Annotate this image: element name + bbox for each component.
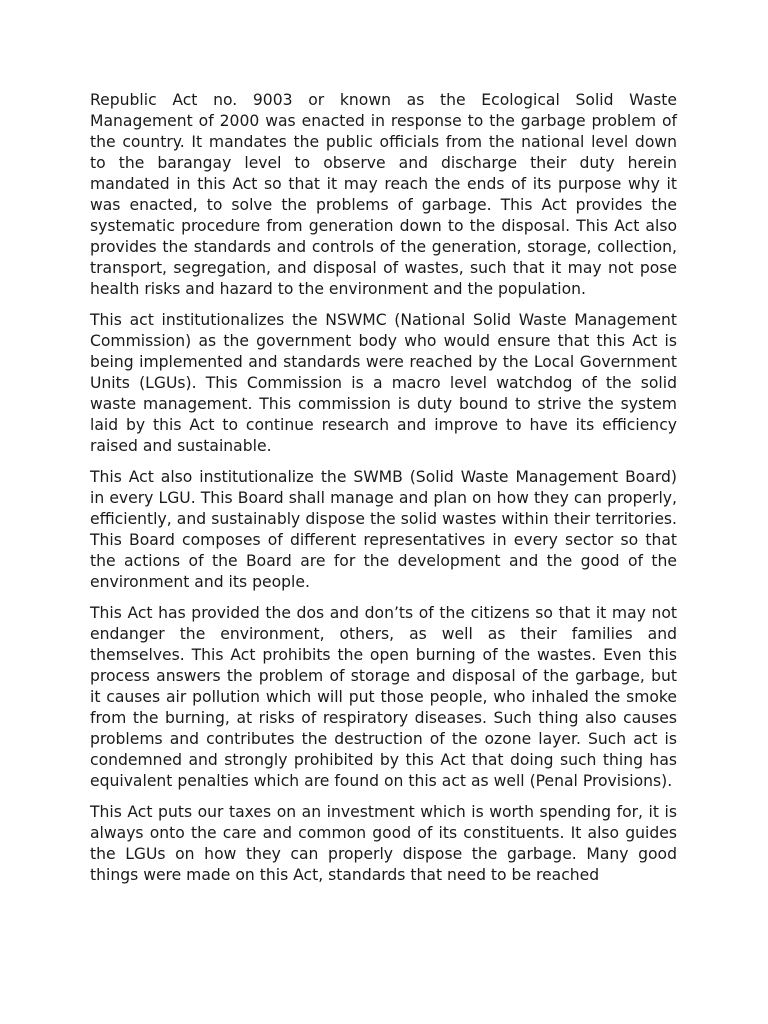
paragraph-taxes-investment: This Act puts our taxes on an investment which is worth spending for, it is always onto the care and common good of its constituents. It also guides the LGUs on how they can properly dispose the garbage. Many good things were made on this Act, standards that need to be reached — [90, 803, 677, 884]
paragraph-nswmc: This act institutionalizes the NSWMC (National Solid Waste Management Commission) as the government body who would ensure that this Act is being implemented and standards were reached by the Local Government Units (LGUs). This Commission is a macro level watchdog of the solid waste management. This commission is duty bound to strive the system laid by this Act to continue research and improve to have its efficiency raised and sustainable. — [90, 311, 677, 455]
paragraph-open-burning: This Act has provided the dos and don’ts of the citizens so that it may not endanger the environment, others, as well as their families and themselves. This Act prohibits the open burning of the wastes. Even this process answers the problem of storage and disposal of the garbage, but it causes air pollution which will put those people, who inhaled the smoke from the burning, at risks of respiratory diseases. Such thing also causes problems and contributes the destruction of the ozone layer. Such act is condemned and strongly prohibited by this Act that doing such thing has equivalent penalties which are found on this act as well (Penal Provisions). — [90, 604, 677, 790]
paragraph-swmb: This Act also institutionalize the SWMB (Solid Waste Management Board) in every LGU. This Board shall manage and plan on how they can properly, efficiently, and sustainably dispose the solid wastes within their territories. This Board composes of different representatives in every sector so that the actions of the Board are for the development and the good of the environment and its people. — [90, 468, 677, 591]
paragraph-ra9003-intro: Republic Act no. 9003 or known as the Ecological Solid Waste Management of 2000 was enacted in response to the garbage problem of the country. It mandates the public officials from the national level down to the barangay level to observe and discharge their duty herein mandated in this Act so that it may reach the ends of its purpose why it was enacted, to solve the problems of garbage. This Act provides the systematic procedure from generation down to the disposal. This Act also provides the standards and controls of the generation, storage, collection, transport, segregation, and disposal of wastes, such that it may not pose health risks and hazard to the environment and the population. — [90, 91, 677, 298]
document-page — [90, 90, 677, 896]
